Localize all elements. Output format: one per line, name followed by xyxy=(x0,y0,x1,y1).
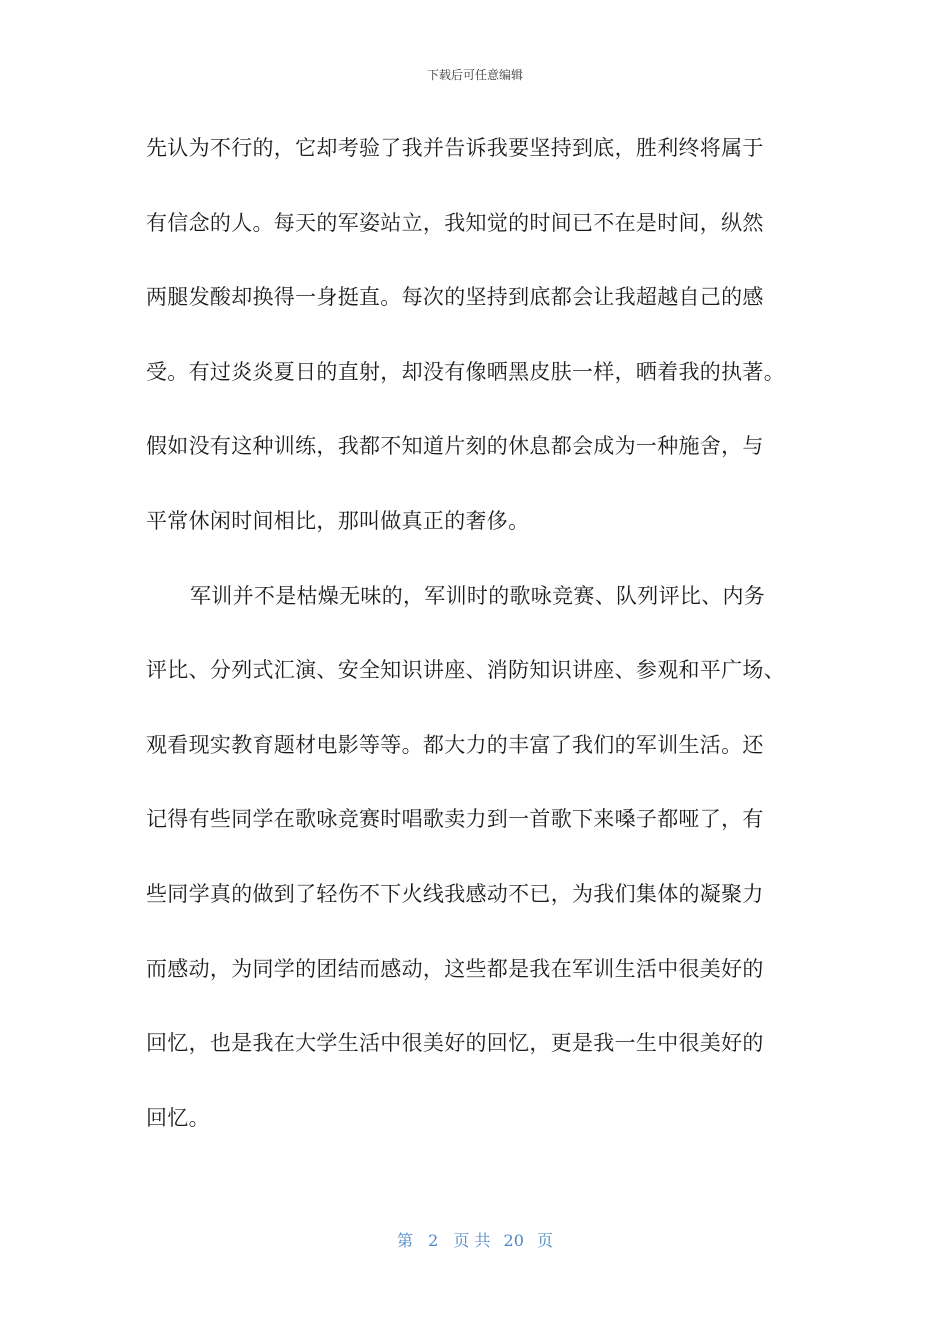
paragraph-start-line: 军训并不是枯燥无味的，军训时的歌咏竞赛、队列评比、内务 xyxy=(190,583,766,608)
text-line: 些同学真的做到了轻伤不下火线我感动不已，为我们集体的凝聚力 xyxy=(146,881,764,906)
text-line: 受。有过炎炎夏日的直射，却没有像晒黑皮肤一样，晒着我的执著。 xyxy=(146,359,785,384)
footer-suffix: 页 xyxy=(537,1231,554,1250)
text-line: 两腿发酸却换得一身挺直。每次的坚持到底都会让我超越自己的感 xyxy=(146,285,764,310)
page-header-note: 下载后可任意编辑 xyxy=(426,68,523,82)
text-line: 平常休闲时间相比，那叫做真正的奢侈。 xyxy=(146,508,530,533)
footer-middle: 页 共 xyxy=(453,1231,491,1250)
text-line: 先认为不行的，它却考验了我并告诉我要坚持到底，胜利终将属于 xyxy=(146,136,764,160)
page-footer xyxy=(0,1228,950,1251)
text-line: 而感动，为同学的团结而感动，这些都是我在军训生活中很美好的 xyxy=(146,956,764,981)
text-line: 回忆，也是我在大学生活中很美好的回忆，更是我一生中很美好的 xyxy=(146,1031,764,1056)
footer-prefix: 第 xyxy=(396,1231,413,1250)
text-line: 有信念的人。每天的军姿站立，我知觉的时间已不在是时间，纵然 xyxy=(146,210,764,235)
text-line: 记得有些同学在歌咏竞赛时唱歌卖力到一首歌下来嗓子都哑了，有 xyxy=(146,807,764,832)
footer-total-pages: 20 xyxy=(503,1231,524,1250)
text-line: 假如没有这种训练，我都不知道片刻的休息都会成为一种施舍，与 xyxy=(146,434,764,459)
document-body xyxy=(146,128,826,1172)
footer-page-number: 2 xyxy=(428,1231,439,1250)
text-line: 评比、分列式汇演、安全知识讲座、消防知识讲座、参观和平广场、 xyxy=(146,658,785,683)
text-line: 回忆。 xyxy=(146,1105,210,1130)
text-line: 观看现实教育题材电影等等。都大力的丰富了我们的军训生活。还 xyxy=(146,732,764,757)
